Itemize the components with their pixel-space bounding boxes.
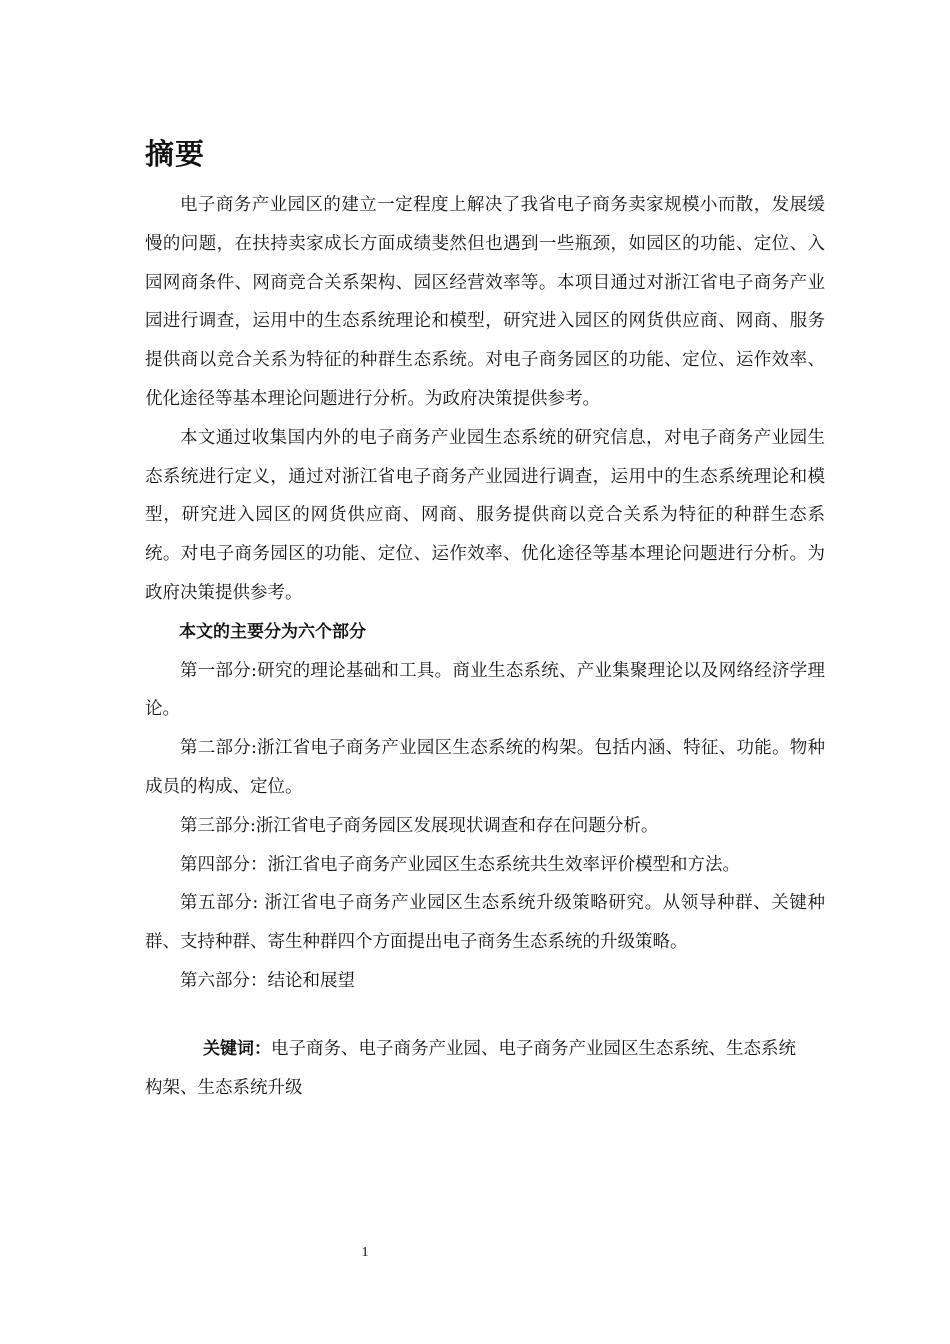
page-number: 1 xyxy=(361,1245,369,1260)
keywords-text: 电子商务、电子商务产业园、电子商务产业园区生态系统、生态系统构架、生态系统升级 xyxy=(145,1039,796,1098)
part-item: 第四部分：浙江省电子商务产业园区生态系统共生效率评价模型和方法。 xyxy=(180,854,740,875)
keywords-line xyxy=(145,1030,805,1108)
part-item: 第一部分:研究的理论基础和工具。商业生态系统、产业集聚理论以及网络经济学理论。 xyxy=(145,660,825,720)
abstract-paragraph: 本文通过收集国内外的电子商务产业园生态系统的研究信息，对电子商务产业园生态系统进行定义，通过对浙江省电子商务产业园进行调查，运用中的生态系统理论和模型，研究进入园区的网货供应商、网商、服务提供商以竞合关系为特征的种群生态系统。对电子商务园区的功能、定位、运作效率、优化途径等基本理论问题进行分析。为政府决策提供参考。 xyxy=(145,427,825,603)
part-item: 第二部分:浙江省电子商务产业园区生态系统的构架。包括内涵、特征、功能。物种成员的构成、定位。 xyxy=(145,738,825,797)
page-title: 摘要 xyxy=(145,137,206,171)
part-item: 第五部分: 浙江省电子商务产业园区生态系统升级策略研究。从领导种群、关键种群、支持种群、寄生种群四个方面提出电子商务生态系统的升级策略。 xyxy=(145,893,825,953)
abstract-paragraph: 电子商务产业园区的建立一定程度上解决了我省电子商务卖家规模小而散，发展缓慢的问题，在扶持卖家成长方面成绩斐然但也遇到一些瓶颈，如园区的功能、定位、入园网商条件、网商竞合关系架构、园区经营效率等。本项目通过对浙江省电子商务产业园进行调查，运用中的生态系统理论和模型，研究进入园区的网货供应商、网商、服务提供商以竞合关系为特征的种群生态系统。对电子商务园区的功能、定位、运作效率、优化途径等基本理论问题进行分析。为政府决策提供参考。 xyxy=(145,195,825,409)
keywords-label: 关键词： xyxy=(203,1039,271,1059)
parts-heading: 本文的主要分为六个部分 xyxy=(179,621,366,642)
part-item: 第三部分:浙江省电子商务园区发展现状调查和存在问题分析。 xyxy=(180,815,659,836)
abstract-body xyxy=(145,186,825,1001)
part-item: 第六部分：结论和展望 xyxy=(180,970,355,991)
